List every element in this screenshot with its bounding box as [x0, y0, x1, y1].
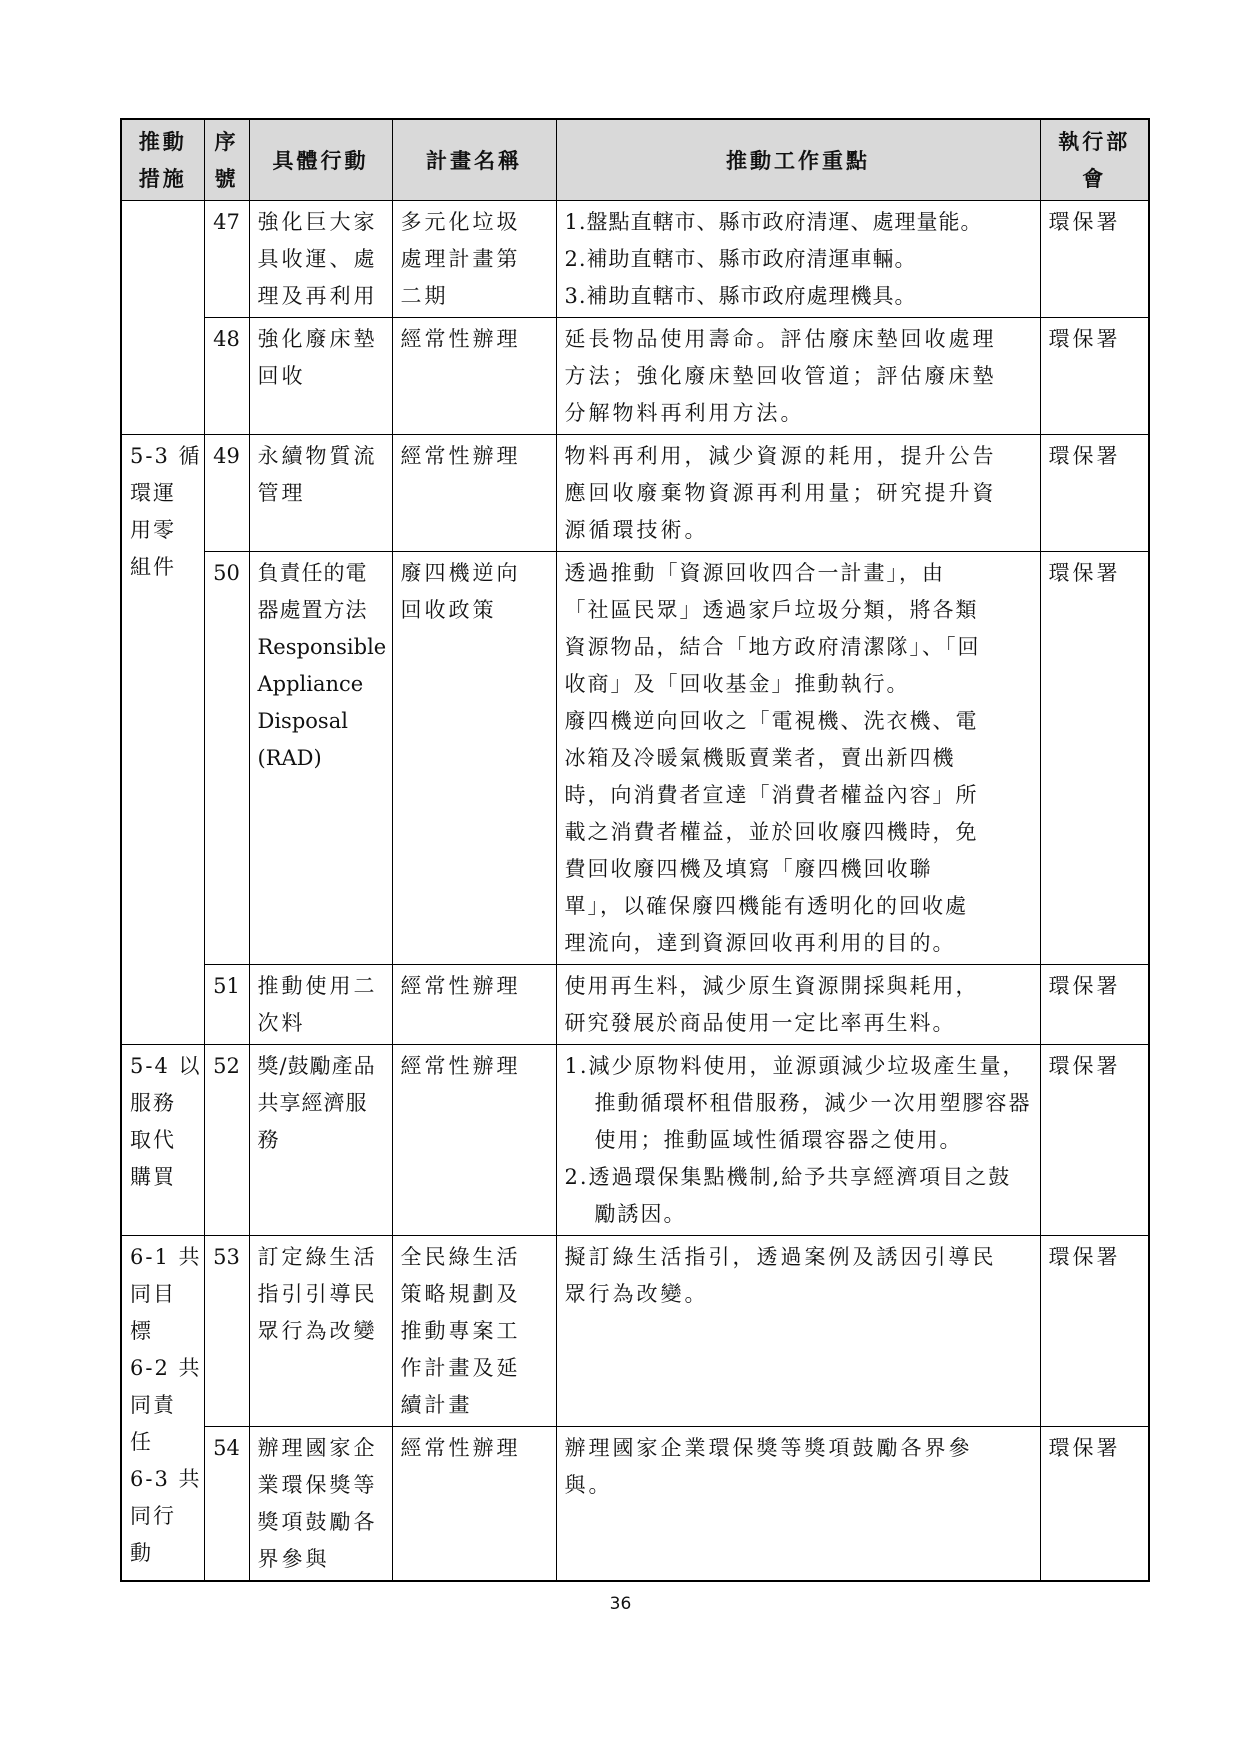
measure-cell — [121, 201, 204, 435]
header-measure: 推動 措施 — [121, 119, 204, 201]
table-row — [121, 435, 1149, 552]
agency-cell: 環保署 — [1040, 1236, 1149, 1427]
page-number: 36 — [609, 1594, 632, 1614]
measure-cell: 5-3 循 環運 用零 組件 — [121, 435, 204, 1045]
focus-cell: 物料再利用，減少資源的耗用，提升公告 應回收廢棄物資源再利用量；研究提升資 源循環技術。 — [556, 435, 1040, 552]
focus-cell: 1.盤點直轄市、縣市政府清運、處理量能。 2.補助直轄市、縣市政府清運車輛。 3.補助直轄市、縣市政府處理機具。 — [556, 201, 1040, 318]
action-cell: 負責任的電 器處置方法 Responsible Appliance Disposal (RAD) — [249, 552, 392, 965]
action-cell: 強化巨大家 具收運、處 理及再利用 — [249, 201, 392, 318]
agency-cell: 環保署 — [1040, 318, 1149, 435]
focus-cell: 1.減少原物料使用，並源頭減少垃圾產生量，推動循環杯租借服務，減少一次用塑膠容器使用；推動區域性循環容器之使用。 2.透過環保集點機制,給予共享經濟項目之鼓勵誘因。 — [556, 1045, 1040, 1236]
table-header-row — [121, 119, 1149, 201]
seq-cell: 49 — [204, 435, 249, 552]
agency-cell: 環保署 — [1040, 435, 1149, 552]
focus-cell: 延長物品使用壽命。評估廢床墊回收處理 方法；強化廢床墊回收管道；評估廢床墊 分解物料再利用方法。 — [556, 318, 1040, 435]
focus-cell: 辦理國家企業環保獎等獎項鼓勵各界參 與。 — [556, 1427, 1040, 1582]
seq-cell: 52 — [204, 1045, 249, 1236]
header-agency: 執行部 會 — [1040, 119, 1149, 201]
table-row — [121, 1236, 1149, 1427]
focus-cell: 透過推動「資源回收四合一計畫」，由 「社區民眾」透過家戶垃圾分類，將各類 資源物品，結合「地方政府清潔隊」、「回 收商」及「回收基金」推動執行。 廢四機逆向回收之「電視機、洗衣機、電 冰箱及冷暖氣機販賣業者，賣出新四機 時，向消費者宣達「消費者權益內容」所 載之消費者權益，並於回收廢四機時，免 費回收廢四機及填寫「廢四機回收聯 單」，以確保廢四機能有透明化的回收處 理流向，達到資源回收再利用的目的。 — [556, 552, 1040, 965]
agency-cell: 環保署 — [1040, 965, 1149, 1045]
seq-cell: 48 — [204, 318, 249, 435]
table-row — [121, 201, 1149, 318]
action-cell: 獎/鼓勵產品 共享經濟服 務 — [249, 1045, 392, 1236]
focus-cell: 擬訂綠生活指引，透過案例及誘因引導民 眾行為改變。 — [556, 1236, 1040, 1427]
agency-cell: 環保署 — [1040, 552, 1149, 965]
action-cell: 辦理國家企 業環保獎等 獎項鼓勵各 界參與 — [249, 1427, 392, 1582]
plan-cell: 全民綠生活 策略規劃及 推動專案工 作計畫及延 續計畫 — [392, 1236, 556, 1427]
table-row — [121, 318, 1149, 435]
focus-cell: 使用再生料，減少原生資源開採與耗用， 研究發展於商品使用一定比率再生料。 — [556, 965, 1040, 1045]
action-plan-table — [120, 118, 1150, 1582]
plan-cell: 經常性辦理 — [392, 435, 556, 552]
measure-cell: 5-4 以 服務 取代 購買 — [121, 1045, 204, 1236]
action-cell: 永續物質流 管理 — [249, 435, 392, 552]
plan-cell: 經常性辦理 — [392, 1045, 556, 1236]
action-cell: 強化廢床墊 回收 — [249, 318, 392, 435]
plan-cell: 廢四機逆向 回收政策 — [392, 552, 556, 965]
plan-cell: 經常性辦理 — [392, 318, 556, 435]
agency-cell: 環保署 — [1040, 1427, 1149, 1582]
seq-cell: 50 — [204, 552, 249, 965]
seq-cell: 47 — [204, 201, 249, 318]
plan-cell: 經常性辦理 — [392, 1427, 556, 1582]
table-row — [121, 1045, 1149, 1236]
action-cell: 訂定綠生活 指引引導民 眾行為改變 — [249, 1236, 392, 1427]
plan-cell: 經常性辦理 — [392, 965, 556, 1045]
agency-cell: 環保署 — [1040, 1045, 1149, 1236]
header-action: 具體行動 — [249, 119, 392, 201]
header-focus: 推動工作重點 — [556, 119, 1040, 201]
plan-cell: 多元化垃圾 處理計畫第 二期 — [392, 201, 556, 318]
seq-cell: 53 — [204, 1236, 249, 1427]
header-plan: 計畫名稱 — [392, 119, 556, 201]
table-row — [121, 1427, 1149, 1582]
table-row — [121, 965, 1149, 1045]
header-seq: 序 號 — [204, 119, 249, 201]
table-row — [121, 552, 1149, 965]
action-cell: 推動使用二 次料 — [249, 965, 392, 1045]
agency-cell: 環保署 — [1040, 201, 1149, 318]
seq-cell: 51 — [204, 965, 249, 1045]
seq-cell: 54 — [204, 1427, 249, 1582]
measure-cell: 6-1 共 同目 標 6-2 共 同責 任 6-3 共 同行 動 — [121, 1236, 204, 1582]
